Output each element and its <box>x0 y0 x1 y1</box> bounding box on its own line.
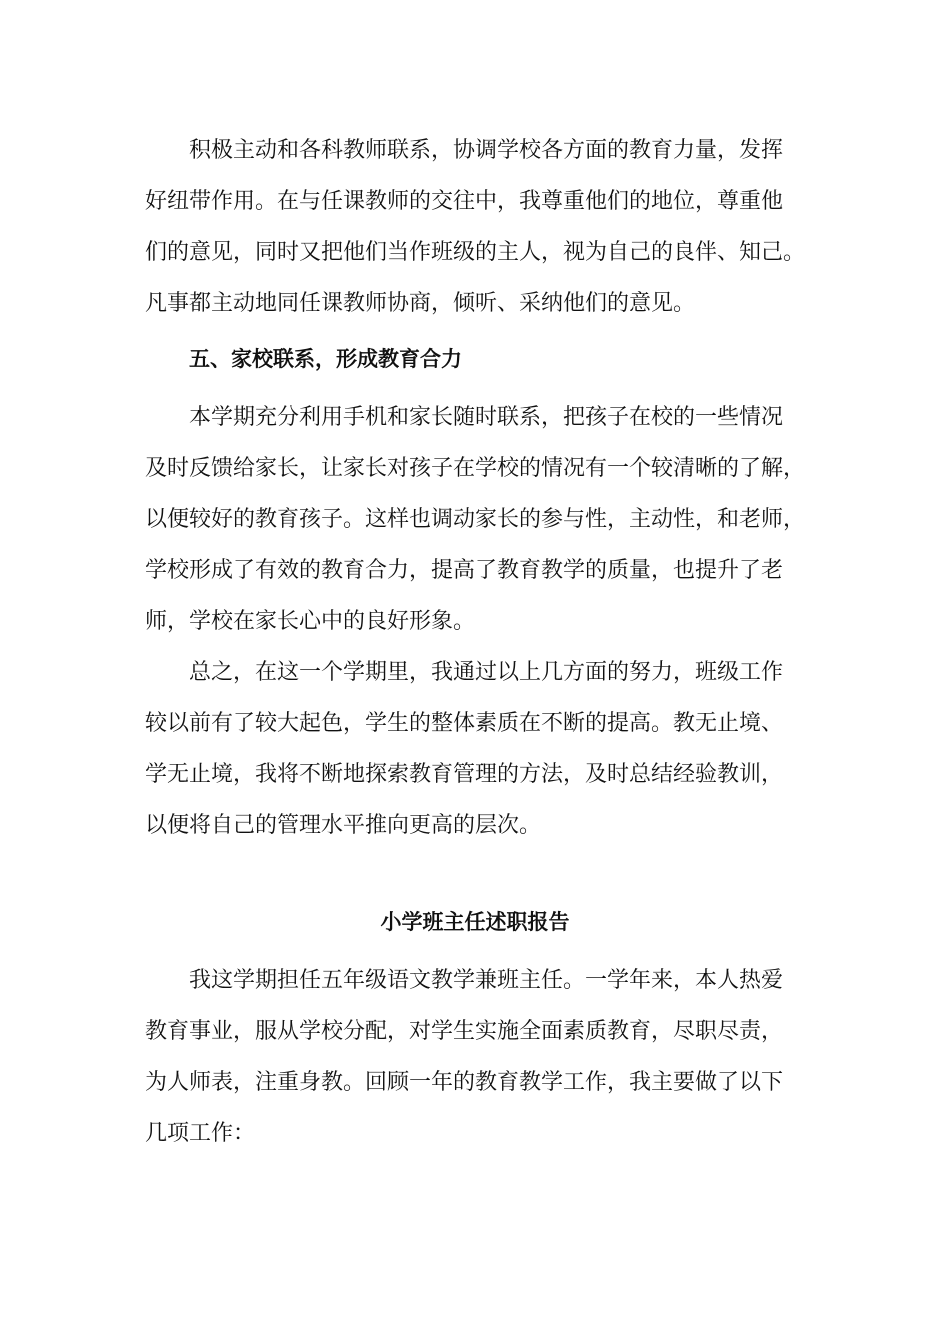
paragraph-teacher-cooperation: 积极主动和各科教师联系，协调学校各方面的教育力量，发挥 好纽带作用。在与任课教师的交往中，我尊重他们的地位，尊重他 们的意见，同时又把他们当作班级的主人，视为自己的良伴、知己。 凡事都主动地同任课教师协商，倾听、采纳他们的意见。 <box>145 138 806 316</box>
section-heading-home-school: 五、家校联系，形成教育合力 <box>189 346 462 371</box>
paragraph-summary: 总之，在这一个学期里，我通过以上几方面的努力，班级工作 较以前有了较大起色，学生的整体素质在不断的提高。教无止境、 学无止境，我将不断地探索教育管理的方法，及时总结经验教训， 以便将自己的管理水平推向更高的层次。 <box>145 660 784 838</box>
paragraph-report-intro: 我这学期担任五年级语文教学兼班主任。一学年来，本人热爱 教育事业，服从学校分配，对学生实施全面素质教育，尽职尽责， 为人师表，注重身教。回顾一年的教育教学工作，我主要做了以下 几项工作： <box>145 968 784 1146</box>
report-title: 小学班主任述职报告 <box>380 909 570 934</box>
paragraph-home-school-contact: 本学期充分利用手机和家长随时联系，把孩子在校的一些情况 及时反馈给家长，让家长对孩子在学校的情况有一个较清晰的了解， 以便较好的教育孩子。这样也调动家长的参与性，主动性，和老师， 学校形成了有效的教育合力，提高了教育教学的质量，也提升了老 师，学校在家长心中的良好形象。 <box>145 405 806 634</box>
